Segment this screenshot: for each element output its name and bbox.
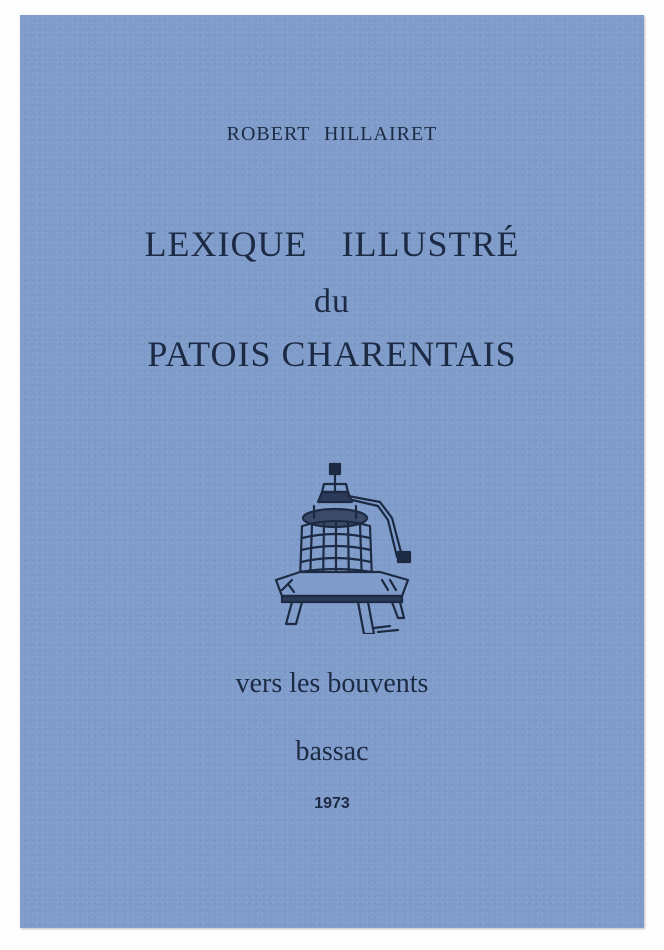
book-cover xyxy=(20,15,644,928)
author-name: ROBERT HILLAIRET xyxy=(226,123,438,145)
title-line-1: LEXIQUE ILLUSTRÉ xyxy=(144,224,520,264)
publication-place: bassac xyxy=(295,736,369,767)
title-line-2: du xyxy=(314,283,350,320)
publisher-name: vers les bouvents xyxy=(235,668,429,699)
wine-press-icon xyxy=(252,462,422,634)
title-line-3: PATOIS CHARENTAIS xyxy=(147,334,517,374)
publication-year: 1973 xyxy=(314,795,350,812)
